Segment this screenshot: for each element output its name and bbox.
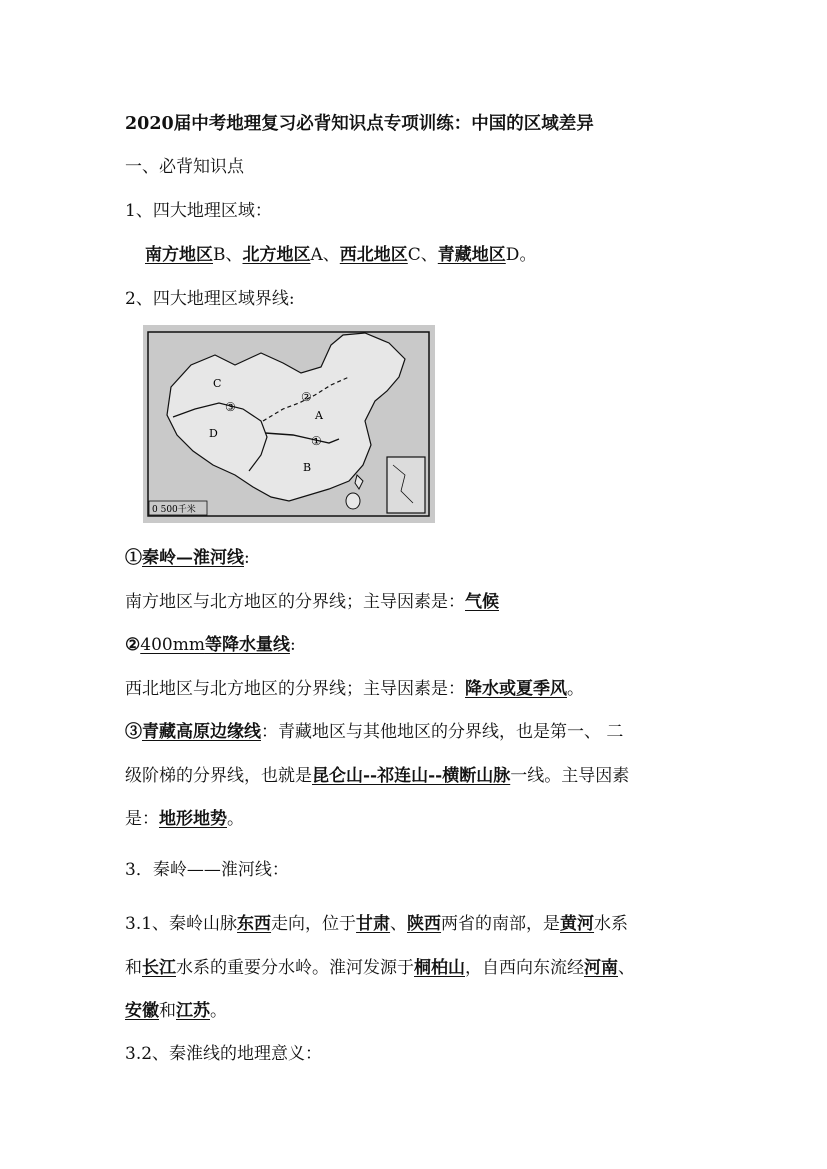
region-code: A [310, 245, 323, 265]
period: 。 [227, 809, 244, 829]
label-b: B [303, 461, 312, 474]
separator: 、 [322, 245, 340, 265]
label-1: ① [311, 434, 322, 448]
document-title: 2020届中考地理复习必背知识点专项训练：中国的区域差异 [125, 114, 594, 134]
bullet-number: ① [125, 548, 142, 568]
colon: : [244, 548, 250, 568]
boundary-2-description [125, 677, 584, 701]
south-sea-inset [387, 457, 425, 513]
keyword: 安徽 [125, 1001, 159, 1021]
region-name: 青藏地区 [437, 245, 506, 265]
region-name: 西北地区 [339, 245, 408, 265]
boundary-3-line-1 [125, 720, 623, 744]
description-text: ：青藏地区与其他地区的分界线，也是第一、 二 [261, 722, 624, 742]
keyword: 河南 [584, 958, 618, 978]
region-code: C [407, 245, 421, 265]
china-regions-map [143, 325, 435, 523]
region-code: D [505, 245, 520, 265]
boundary-1-description [125, 590, 499, 614]
text: 两省的南部，是 [441, 914, 561, 934]
boundary-3-line-2 [125, 764, 629, 788]
text: 水系 [594, 914, 629, 934]
region-code: B [213, 245, 226, 265]
keyword: 陕西 [407, 914, 442, 934]
boundary-name: 青藏高原边缘线 [142, 722, 261, 742]
boundary-name: 秦岭—淮河线 [142, 548, 244, 568]
map-scale: 0 500千米 [152, 505, 196, 515]
dominant-factor: 降水或夏季风 [465, 679, 567, 699]
text: 和 [125, 958, 142, 978]
keyword: 东西 [237, 914, 272, 934]
hainan-island [346, 493, 360, 509]
description-text: 南方地区与北方地区的分界线；主导因素是： [125, 592, 465, 612]
boundary-2-heading [125, 633, 296, 657]
bullet-number: ② [125, 635, 141, 655]
item-2-heading: 2、四大地理区域界线: [125, 289, 295, 309]
keyword: 甘肃 [356, 914, 391, 934]
text: 、 [618, 958, 635, 978]
separator: 、 [420, 245, 438, 265]
text: 。 [210, 1001, 227, 1021]
label-c: C [213, 377, 222, 390]
item-3-2-heading: 3.2、秦淮线的地理意义： [125, 1044, 323, 1064]
item-3-heading: 3．秦岭——淮河线： [125, 860, 289, 880]
text: 3.1、秦岭山脉 [125, 914, 238, 934]
colon: : [289, 635, 296, 655]
separator: 。 [519, 245, 537, 265]
regions-line [145, 243, 536, 267]
para-3-1-line-3 [125, 999, 227, 1023]
region-name: 南方地区 [145, 245, 213, 265]
boundary-1-heading [125, 546, 250, 570]
keyword: 长江 [142, 958, 176, 978]
label-2: ② [301, 390, 312, 404]
para-3-1-line-2 [125, 956, 635, 980]
item-1-heading: 1、四大地理区域： [125, 201, 272, 221]
description-text: 西北地区与北方地区的分界线；主导因素是： [125, 679, 465, 699]
rainfall-value: 400mm [140, 635, 205, 655]
description-text: 是： [125, 809, 159, 829]
period: 。 [567, 679, 584, 699]
para-3-1-line-1 [125, 912, 628, 936]
text: 、 [390, 914, 408, 934]
section-heading: 一、必背知识点 [125, 157, 244, 177]
label-3: ③ [225, 400, 236, 414]
dominant-factor: 气候 [465, 592, 499, 612]
text: 和 [159, 1001, 176, 1021]
separator: 、 [225, 245, 243, 265]
keyword: 桐柏山 [414, 958, 465, 978]
mountain-chain: 昆仑山--祁连山--横断山脉 [312, 766, 511, 786]
label-a: A [315, 409, 323, 422]
boundary-3-line-3 [125, 807, 244, 831]
text: 走向，位于 [271, 914, 357, 934]
description-text: 级阶梯的分界线，也就是 [125, 766, 312, 786]
text: ，自西向东流经 [465, 958, 584, 978]
dominant-factor: 地形地势 [159, 809, 227, 829]
text: 水系的重要分水岭。淮河发源于 [176, 958, 414, 978]
keyword: 江苏 [176, 1001, 210, 1021]
keyword: 黄河 [560, 914, 595, 934]
bullet-number: ③ [125, 722, 142, 742]
description-text: 一线。主导因素 [510, 766, 630, 786]
label-d: D [209, 427, 218, 440]
region-name: 北方地区 [242, 245, 311, 265]
boundary-name: 等降水量线 [204, 635, 290, 655]
